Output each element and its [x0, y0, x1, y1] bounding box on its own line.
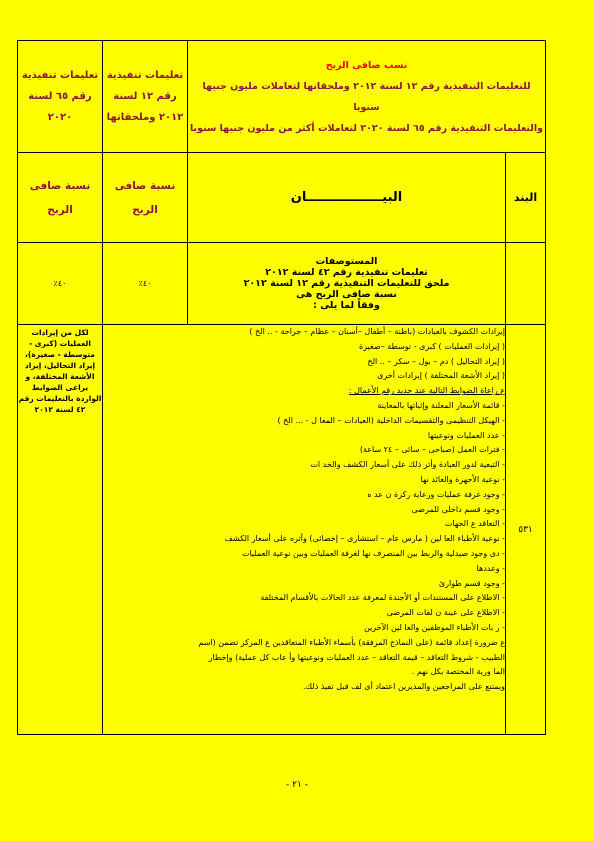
detail-line: ( إيراد الأشعة المختلفة ) إيرادات أخرى [377, 371, 506, 381]
section-heading-line: المستوصفات [315, 256, 378, 267]
section-heading-line: نسبة صافى الربح هى [296, 289, 397, 300]
detail-line: - عدد العمليات ونوعيتها [427, 430, 506, 440]
detail-line: - الاطلاع على المستندات أو الأجندة لمعرفة عدد الحالات بالأقسام المختلفة [260, 593, 506, 603]
pct-header-2012: نسبة صافى الربح [103, 153, 188, 243]
detail-line: - التبعية لدور العبادة وأثر ذلك على أسعار الكشف والخد ات [310, 460, 506, 470]
section-heading [188, 243, 506, 325]
section-row [18, 243, 546, 325]
detail-line: - الهيكل التنظيمى والتقسيمات الداخلية (العيادات – المعا ل - ... الخ ) [277, 415, 506, 425]
detail-line: - قائمة الأسعار المعلنة وإثباتها بالمعاينة [377, 400, 506, 410]
detail-line: - وجود قسم داخلى للمرضى [411, 504, 506, 514]
pct-header-2020: نسبة صافى الربح [18, 153, 103, 243]
header-title-cell [188, 41, 546, 153]
header-title-main: نسب صافى الربح [325, 59, 408, 71]
page-number: - ٢١ - [286, 780, 308, 790]
detail-line: - نوعية الأجهزة والعائد نها [420, 474, 506, 484]
section-band-empty [506, 243, 546, 325]
band-header: البند [506, 153, 546, 243]
profit-ratio-table [17, 40, 546, 735]
header-col-2012: تعليمات تنفيذية رقم ١٢ لسنة ٢٠١٢ وملحقاتها [103, 41, 188, 153]
section-heading-line: تعليمات تنفيذية رقم ٤٢ لسنة ٢٠١٢ [265, 267, 428, 278]
detail-line: - وعددها [476, 563, 506, 573]
detail-line: الما ورية المختصة بكل نهم . [411, 667, 506, 677]
detail-line: ع ضرورة إعداد قائمة (على النماذج المرفقة) بأسماء الأطباء المتعاقدين ع المركز تضمن (اسم [198, 637, 506, 647]
detail-line: ع راعاة الضوابط التالية عند حديد رقم الأعمال : [348, 386, 506, 396]
detail-line: - فترات العمل (صباحى – سائى – ٢٤ ساعة) [359, 445, 506, 455]
detail-line: - وجود قسم طوارئ [438, 578, 506, 588]
detail-line: إيرادات الكشوف بالعيادات (باطنة – أطفال –أسنان – عظام – جراحة - .. الخ ) [249, 327, 506, 336]
detail-lines [103, 325, 506, 735]
header-title-line-2020: والتعليمات التنفيذية رقم ٦٥ لسنة ٢٠٢٠ لتعاملات أكثر من مليون جنيها سنويا [189, 122, 544, 134]
detail-line: الطبيب - شروط التعاقد – قيمة التعاقد – عدد العمليات ونوعيتها وأ عاب كل عملية) وإخطار [208, 652, 506, 662]
section-heading-line: ملحق للتعليمات التنفيذية رقم ١٢ لسنة ٢٠١٢ [243, 278, 450, 289]
detail-line: - التعاقد ع الجهات [444, 519, 506, 529]
detail-left-note: لكل من إيرادات العمليات (كبرى - متوسطة - صغيرة)، إيراد التحاليل، إيراد الأشعة المختلفة، و يراعى الضوابط الواردة بالتعليمات رقم ٤٢ لسنة ٢٠١٢ [18, 325, 103, 735]
bayan-header: البيـــــــــــــــــان [188, 153, 506, 243]
header-row [18, 41, 546, 153]
band-number: ٥٣١ [506, 325, 546, 735]
section-pct-2020: ٤٠٪ [18, 243, 103, 325]
detail-line: - دى وجود صيدلية والربط بين المنصرف نها لغرفة العمليات وبين نوعية العمليات [241, 548, 506, 558]
detail-line: - الاطلاع على عينة ن لفات المرضى [386, 608, 506, 618]
section-heading-line: وفقاً لما يلى : [313, 300, 380, 311]
detail-line: - نوعية الأطباء العا لين ( مارس عام – استشارى – إخصائى) وأثره على أسعار الكشف [224, 534, 506, 544]
detail-line: ( إيراد التحاليل ) دم – بول – سكر – .. الخ [367, 356, 506, 366]
detail-line: - ر بات الأطباء الموظفين والعا لين الآخرين [363, 622, 506, 632]
header-col-2020: تعليمات تنفيذية رقم ٦٥ لسنة ٢٠٢٠ [18, 41, 103, 153]
header-title-line-2012: للتعليمات التنفيذية رقم ١٢ لسنة ٢٠١٢ وملحقاتها لتعاملات مليون جنيها سنويا [202, 80, 531, 113]
detail-line: ( إيرادات العمليات ) كبرى - توسطة –صغيرة [359, 341, 506, 351]
detail-line: ويمتنع على المراجعين والمديرين اعتماد أى لف قبل نفيذ ذلك. [302, 682, 506, 692]
detail-line: - وجود غرفة عمليات ورعاية ركزة ن عد ه [367, 489, 506, 499]
section-pct-2012: ٤٠٪ [103, 243, 188, 325]
detail-row [18, 325, 546, 735]
document-page [17, 40, 545, 735]
subheader-row [18, 153, 546, 243]
